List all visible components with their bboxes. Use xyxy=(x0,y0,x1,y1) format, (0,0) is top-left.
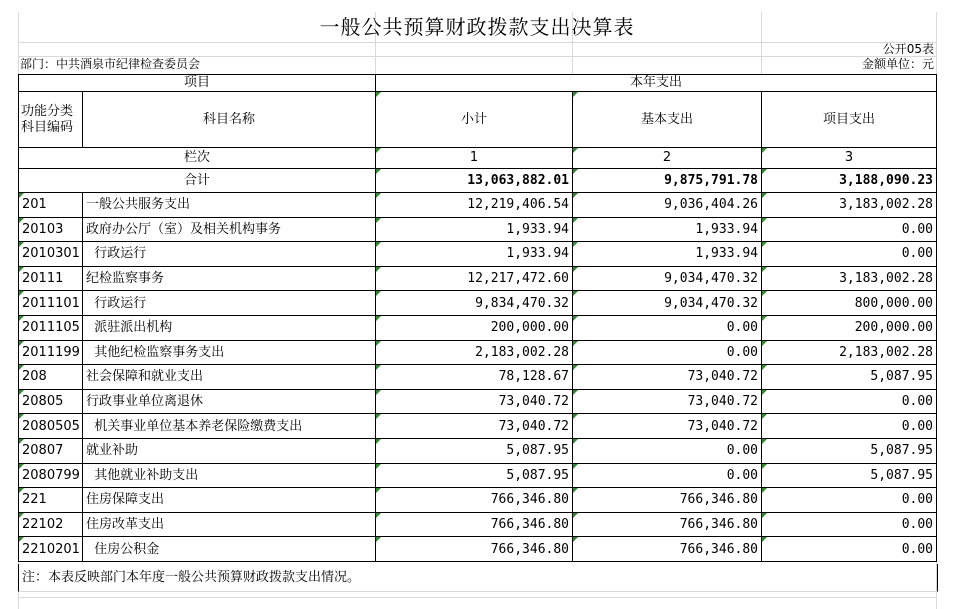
code-column-header: 功能分类科目编码 xyxy=(19,92,83,148)
basic-cell: 1,933.94 xyxy=(573,242,762,267)
table-row xyxy=(19,365,937,390)
table-row xyxy=(19,389,937,414)
project-cell: 200,000.00 xyxy=(762,315,937,340)
subtotal-cell: 5,087.95 xyxy=(376,463,573,488)
name-column-header: 科目名称 xyxy=(83,92,376,148)
basic-column-header: 基本支出 xyxy=(573,92,762,148)
project-cell: 5,087.95 xyxy=(762,463,937,488)
account-code-cell: 2080799 xyxy=(19,463,83,488)
account-code-cell: 20805 xyxy=(19,389,83,414)
basic-cell: 73,040.72 xyxy=(573,365,762,390)
account-name-cell: 行政运行 xyxy=(83,242,376,267)
account-code-cell: 22102 xyxy=(19,512,83,537)
basic-cell: 0.00 xyxy=(573,438,762,463)
gridline xyxy=(18,597,936,598)
total-label: 合计 xyxy=(19,169,376,193)
basic-cell: 1,933.94 xyxy=(573,217,762,242)
gridline xyxy=(18,42,936,43)
basic-cell: 0.00 xyxy=(573,340,762,365)
subtotal-cell: 12,217,472.60 xyxy=(376,266,573,291)
subtotal-cell: 766,346.80 xyxy=(376,537,573,562)
project-cell: 0.00 xyxy=(762,414,937,439)
basic-cell: 0.00 xyxy=(573,315,762,340)
account-code-cell: 2210201 xyxy=(19,537,83,562)
form-number: 公开05表 xyxy=(882,42,934,56)
total-basic: 9,875,791.78 xyxy=(573,169,762,193)
table-row xyxy=(19,463,937,488)
item-header: 项目 xyxy=(19,75,376,92)
subtotal-cell: 5,087.95 xyxy=(376,438,573,463)
project-cell: 5,087.95 xyxy=(762,365,937,390)
project-cell: 3,183,002.28 xyxy=(762,193,937,218)
basic-cell: 9,036,404.26 xyxy=(573,193,762,218)
account-name-cell: 其他就业补助支出 xyxy=(83,463,376,488)
col-number-1: 1 xyxy=(376,148,573,169)
account-name-cell: 其他纪检监察事务支出 xyxy=(83,340,376,365)
basic-cell: 9,034,470.32 xyxy=(573,291,762,316)
account-name-cell: 政府办公厅（室）及相关机构事务 xyxy=(83,217,376,242)
total-project: 3,188,090.23 xyxy=(762,169,937,193)
expenditure-table xyxy=(18,74,937,562)
table-row xyxy=(19,488,937,513)
table-row xyxy=(19,291,937,316)
project-column-header: 项目支出 xyxy=(762,92,937,148)
subtotal-cell: 9,834,470.32 xyxy=(376,291,573,316)
lanci-label: 栏次 xyxy=(19,148,376,169)
account-name-cell: 住房公积金 xyxy=(83,537,376,562)
account-name-cell: 行政运行 xyxy=(83,291,376,316)
basic-cell: 766,346.80 xyxy=(573,488,762,513)
subtotal-column-header: 小计 xyxy=(376,92,573,148)
project-cell: 0.00 xyxy=(762,389,937,414)
col-number-2: 2 xyxy=(573,148,762,169)
table-row xyxy=(19,193,937,218)
account-code-cell: 20111 xyxy=(19,266,83,291)
table-row xyxy=(19,537,937,562)
account-code-cell: 2011105 xyxy=(19,315,83,340)
basic-cell: 766,346.80 xyxy=(573,512,762,537)
project-cell: 5,087.95 xyxy=(762,438,937,463)
project-cell: 800,000.00 xyxy=(762,291,937,316)
subtotal-cell: 2,183,002.28 xyxy=(376,340,573,365)
account-name-cell: 就业补助 xyxy=(83,438,376,463)
project-cell: 0.00 xyxy=(762,512,937,537)
subtotal-cell: 1,933.94 xyxy=(376,242,573,267)
table-row xyxy=(19,315,937,340)
subtotal-cell: 766,346.80 xyxy=(376,512,573,537)
subtotal-cell: 1,933.94 xyxy=(376,217,573,242)
subtotal-cell: 73,040.72 xyxy=(376,389,573,414)
account-code-cell: 208 xyxy=(19,365,83,390)
account-code-cell: 2010301 xyxy=(19,242,83,267)
table-row xyxy=(19,340,937,365)
unit-label: 金额单位：元 xyxy=(861,57,934,71)
basic-cell: 73,040.72 xyxy=(573,414,762,439)
account-code-cell: 2011101 xyxy=(19,291,83,316)
account-name-cell: 纪检监察事务 xyxy=(83,266,376,291)
column-number-row xyxy=(19,148,937,169)
account-code-cell: 221 xyxy=(19,488,83,513)
basic-cell: 0.00 xyxy=(573,463,762,488)
project-cell: 0.00 xyxy=(762,537,937,562)
project-cell: 0.00 xyxy=(762,488,937,513)
account-code-cell: 20807 xyxy=(19,438,83,463)
col-number-3: 3 xyxy=(762,148,937,169)
account-name-cell: 机关事业单位基本养老保险缴费支出 xyxy=(83,414,376,439)
basic-cell: 73,040.72 xyxy=(573,389,762,414)
table-row xyxy=(19,266,937,291)
header-row-1 xyxy=(19,75,937,92)
header-row-2 xyxy=(19,92,937,148)
table-title: 一般公共预算财政拨款支出决算表 xyxy=(319,15,635,39)
basic-cell: 766,346.80 xyxy=(573,537,762,562)
subtotal-cell: 73,040.72 xyxy=(376,414,573,439)
subtotal-cell: 200,000.00 xyxy=(376,315,573,340)
account-code-cell: 2011199 xyxy=(19,340,83,365)
project-cell: 2,183,002.28 xyxy=(762,340,937,365)
current-year-header: 本年支出 xyxy=(376,75,937,92)
table-row xyxy=(19,512,937,537)
total-subtotal: 13,063,882.01 xyxy=(376,169,573,193)
total-row xyxy=(19,169,937,193)
basic-cell: 9,034,470.32 xyxy=(573,266,762,291)
account-name-cell: 派驻派出机构 xyxy=(83,315,376,340)
account-name-cell: 住房改革支出 xyxy=(83,512,376,537)
project-cell: 0.00 xyxy=(762,217,937,242)
table-row xyxy=(19,217,937,242)
department-label: 部门：中共酒泉市纪律检查委员会 xyxy=(20,57,201,71)
account-code-cell: 20103 xyxy=(19,217,83,242)
account-code-cell: 2080505 xyxy=(19,414,83,439)
subtotal-cell: 78,128.67 xyxy=(376,365,573,390)
account-name-cell: 行政事业单位离退休 xyxy=(83,389,376,414)
footnote: 注：本表反映部门本年度一般公共预算财政拨款支出情况。 xyxy=(22,570,361,585)
account-name-cell: 社会保障和就业支出 xyxy=(83,365,376,390)
subtotal-cell: 766,346.80 xyxy=(376,488,573,513)
subtotal-cell: 12,219,406.54 xyxy=(376,193,573,218)
table-row xyxy=(19,242,937,267)
account-name-cell: 住房保障支出 xyxy=(83,488,376,513)
table-row xyxy=(19,414,937,439)
project-cell: 3,183,002.28 xyxy=(762,266,937,291)
project-cell: 0.00 xyxy=(762,242,937,267)
account-name-cell: 一般公共服务支出 xyxy=(83,193,376,218)
account-code-cell: 201 xyxy=(19,193,83,218)
table-row xyxy=(19,438,937,463)
